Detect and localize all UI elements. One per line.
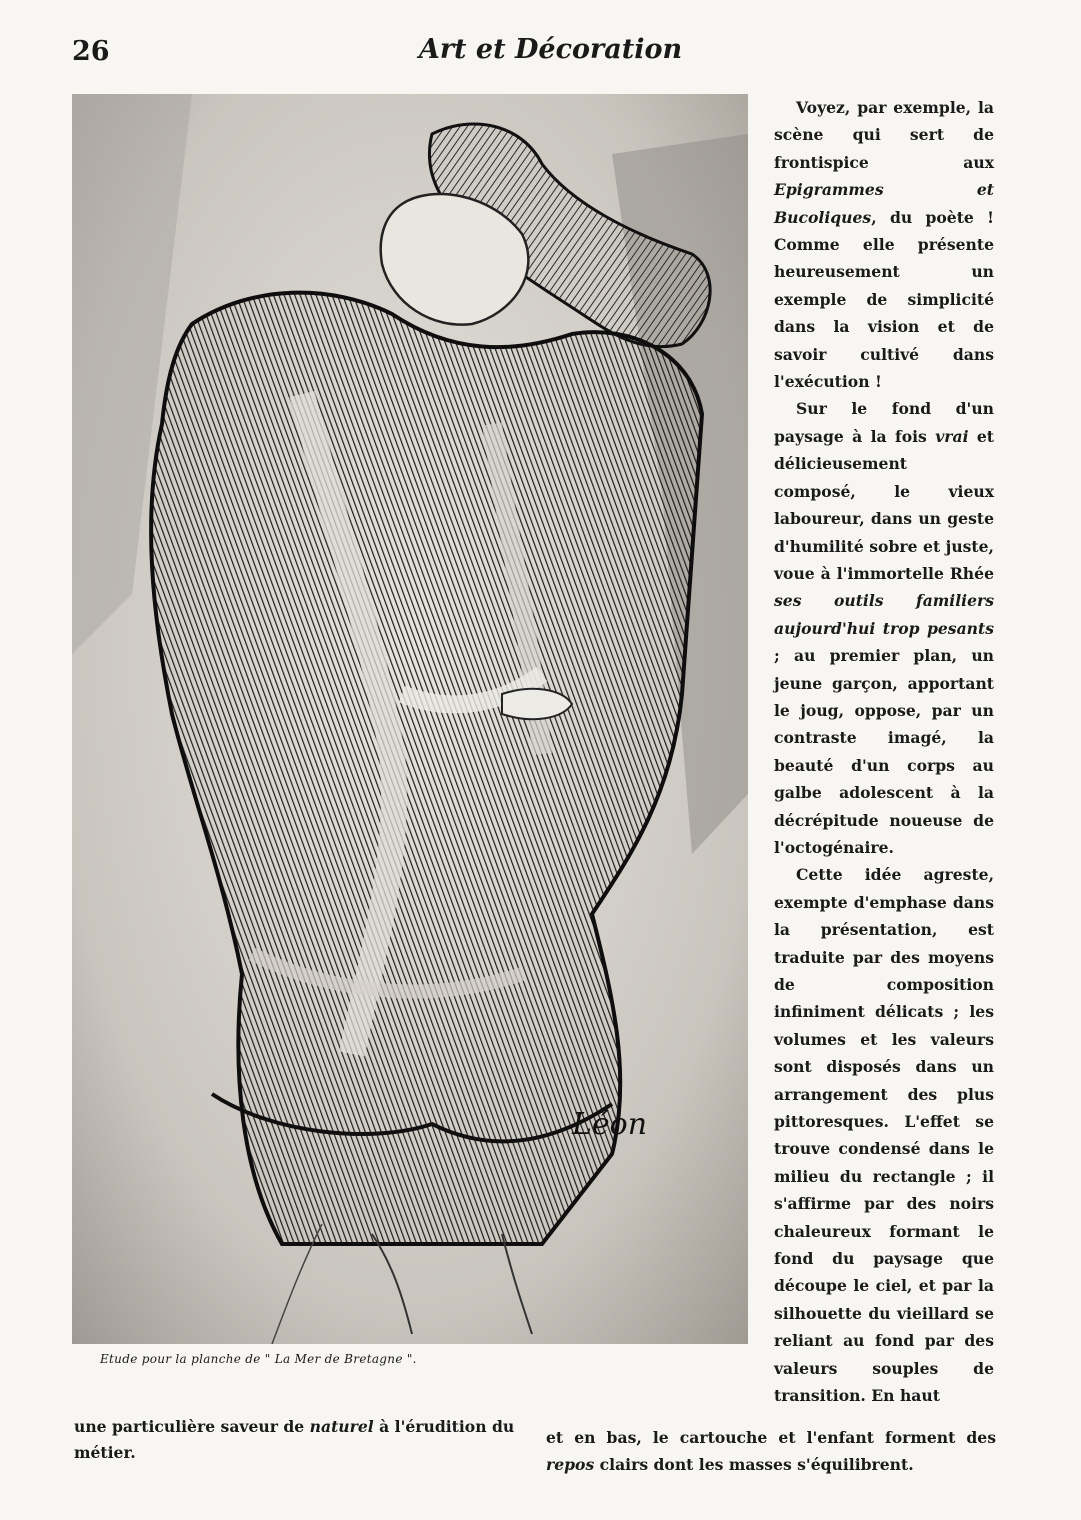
text-run: , du poète ! Comme elle présente heureusement un exemple de simplicité dans la vision et de savoir cultivé dans l'exécution ! bbox=[774, 207, 994, 392]
text-run: ; au premier plan, un jeune garçon, apportant le joug, oppose, par un contraste imagé, la beauté d'un corps au galbe adolescent à la décrépitude noueuse de l'octogénaire. bbox=[774, 646, 994, 857]
paragraph-2 bbox=[774, 395, 994, 861]
text-run: une particulière saveur de bbox=[74, 1417, 310, 1436]
text-bottom-left bbox=[74, 1414, 524, 1466]
book-title-italic: Epigrammes et Bucoliques bbox=[774, 180, 994, 227]
text-column-right bbox=[774, 94, 994, 1410]
drawing-plate bbox=[72, 94, 748, 1344]
italic-run: naturel bbox=[309, 1417, 374, 1436]
figure-caption: Etude pour la planche de " La Mer de Bretagne ". bbox=[100, 1352, 417, 1366]
artist-signature: Léon bbox=[572, 1107, 648, 1142]
text-run: et délicieusement composé, le vieux laboureur, dans un geste d'humilité sobre et juste, voue à l'immortelle Rhée bbox=[774, 426, 994, 583]
text-run: à l'érudition du métier. bbox=[74, 1417, 515, 1462]
text-run: et en bas, le cartouche et l'enfant forment des bbox=[546, 1428, 996, 1447]
text-run: clairs dont les masses s'équilibrent. bbox=[594, 1455, 914, 1474]
text-run: Sur le fond d'un paysage à la fois bbox=[774, 399, 994, 446]
italic-run: vrai bbox=[935, 426, 969, 446]
text-run: Voyez, par exemple, la scène qui sert de frontispice aux bbox=[774, 98, 994, 172]
running-title: Art et Décoration bbox=[418, 34, 683, 65]
italic-run: ses outils familiers aujourd'hui trop pesants bbox=[774, 591, 994, 638]
italic-run: repos bbox=[546, 1455, 595, 1474]
paragraph-1 bbox=[774, 94, 994, 395]
text-bottom-right bbox=[546, 1424, 996, 1478]
page-number: 26 bbox=[72, 36, 110, 67]
draped-figure-sketch bbox=[72, 94, 748, 1344]
paragraph-3: Cette idée agreste, exempte d'emphase dans la présentation, est traduite par des moyens de composition infiniment délicats ; les volumes et les valeurs sont disposés dans un arrangement des plus pittoresques. L'effet se trouve condensé dans le milieu du rectangle ; il s'affirme par des noirs chaleureux formant le fond du paysage que découpe le ciel, et par la silhouette du vieillard se reliant au fond par des valeurs souples de transition. En haut bbox=[774, 865, 994, 1406]
